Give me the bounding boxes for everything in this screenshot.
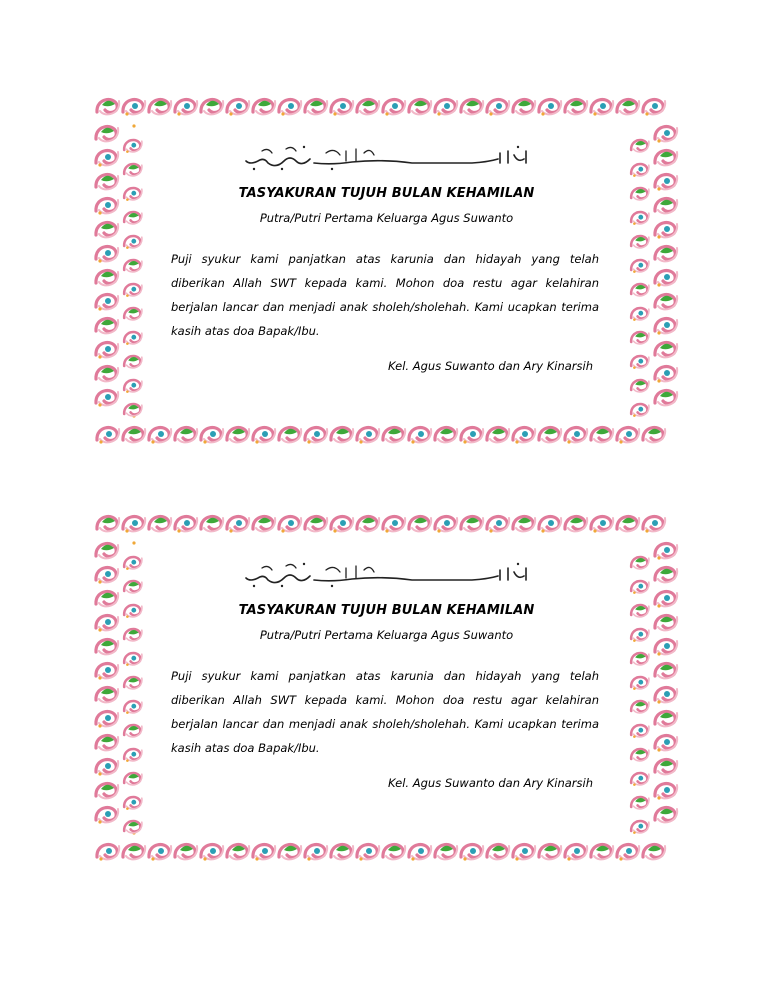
invitation-card-2	[90, 507, 683, 869]
bismillah-calligraphy-icon	[242, 141, 532, 173]
bismillah-calligraphy-icon	[242, 558, 532, 590]
card-body-text: Puji syukur kami panjatkan atas karunia dan hidayah yang telah diberikan Allah SWT kepada kami. Mohon doa restu agar kelahiran berjalan lancar dan menjadi anak sholeh/sholehah. Kami ucapkan terima kasih atas doa Bapak/Ibu.	[171, 252, 599, 338]
card-title: TASYAKURAN TUJUH BULAN KEHAMILAN	[238, 186, 535, 201]
card-subtitle: Putra/Putri Pertama Keluarga Agus Suwanto	[259, 628, 514, 642]
card-subtitle: Putra/Putri Pertama Keluarga Agus Suwanto	[259, 211, 514, 225]
card-signature: Kel. Agus Suwanto dan Ary Kinarsih	[388, 359, 593, 373]
card-signature: Kel. Agus Suwanto dan Ary Kinarsih	[388, 776, 593, 790]
card-body-text: Puji syukur kami panjatkan atas karunia dan hidayah yang telah diberikan Allah SWT kepada kami. Mohon doa restu agar kelahiran berjalan lancar dan menjadi anak sholeh/sholehah. Kami ucapkan terima kasih atas doa Bapak/Ibu.	[171, 669, 599, 755]
card-title: TASYAKURAN TUJUH BULAN KEHAMILAN	[238, 603, 535, 618]
invitation-card-1	[90, 90, 683, 452]
